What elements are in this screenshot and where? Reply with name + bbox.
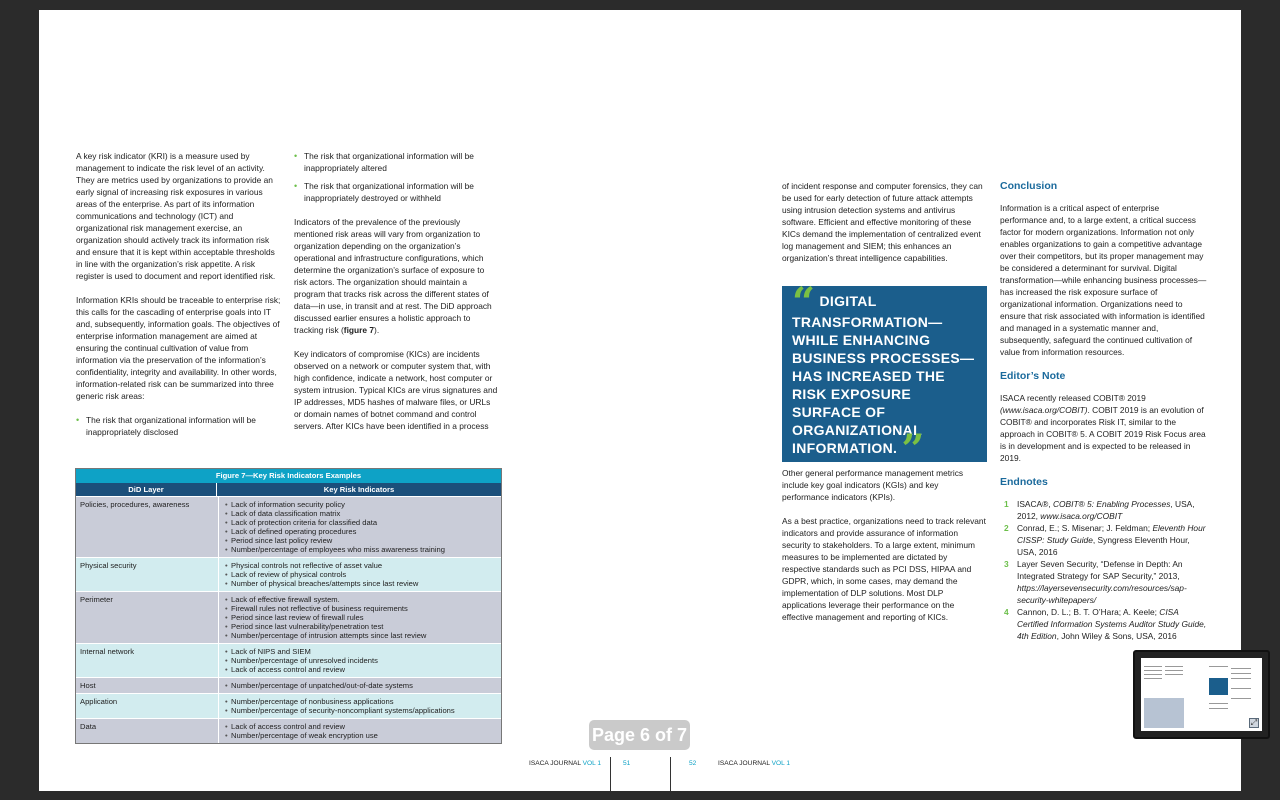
list-item: • The risk that organizational information will be inappropriately destroyed or withheld: [294, 180, 499, 204]
page-indicator: Page 6 of 7: [589, 720, 690, 750]
risk-indicator-item: • Lack of review of physical controls: [225, 570, 497, 579]
risk-indicator-item: • Firewall rules not reflective of business requirements: [225, 604, 497, 613]
thumbnail-text-line: [1144, 670, 1162, 671]
endnote-text: Eleventh Hour CISSP: Study Guide: [1017, 523, 1206, 545]
endnotes-list: [1000, 498, 1208, 642]
table-row: [76, 496, 501, 557]
paragraph: Information is a critical aspect of enterprise performance and, to a large extent, a critical success factor for modern organizations. Information not only enables organizations to gain a competitive advantage over their competitors, but its proper management may be considered a determinant for survival. Digital transformation—while enhancing business processes—has increased the risk exposure surface of organizational information. Organizations need to ensure that risk associated with information is identified and managed in a systematic manner and, subsequently, safeguard the continued cultivation of value from information resources.: [1000, 203, 1207, 357]
pull-quote-body: DIGITAL TRANSFORMATION—WHILE ENHANCING BUSINESS PROCESSES—HAS INCREASED THE RISK EXPOSURE SURFACE OF ORGANIZATIONAL INFORMATION.: [792, 293, 975, 456]
table-row: [76, 693, 501, 718]
paragraph: [1000, 392, 1208, 464]
footer-right: [718, 760, 790, 767]
paragraph: of incident response and computer forensics, they can be used for early detection of future attack attempts using intrusion detection systems and antivirus software. Efficient and effective monitoring of these KICs demand the implementation of centralized event log management and SIEM; this enhances an organization’s threat intelligence capabilities.: [782, 181, 983, 263]
endnotes-heading: Endnotes: [1000, 476, 1048, 488]
list-item: • The risk that organizational information will be inappropriately disclosed: [76, 414, 281, 438]
table-body: [76, 496, 501, 743]
paragraph-text: Indicators of the prevalence of the previously mentioned risk areas will vary from organization to organization depending on the organization’s operational and infrastructure configurations, which determine the organization’s surface of exposure to risk actors. The organization should maintain a program that tracks risk across the different states of data—in use, in transit and at rest. The DiD approach discussed earlier ensures a holistic approach to tracking risk (: [294, 217, 492, 335]
table-header: [76, 483, 501, 496]
figure-title: Figure 7—Key Risk Indicators Examples: [76, 469, 501, 483]
list-item: • The risk that organizational information will be inappropriately altered: [294, 150, 499, 174]
table-row: [76, 643, 501, 677]
risk-indicator-item: • Number/percentage of security-noncompliant systems/applications: [225, 706, 497, 715]
risk-indicator-item: • Lack of access control and review: [225, 665, 497, 674]
key-risk-indicators-cell: [219, 694, 501, 718]
page-number-right: 52: [689, 760, 697, 767]
editors-note-heading: Editor’s Note: [1000, 370, 1066, 382]
thumbnail-text-line: [1144, 678, 1162, 679]
bullet-list: [294, 150, 499, 204]
table-row: [76, 591, 501, 643]
did-layer-cell: Policies, procedures, awareness: [76, 497, 219, 557]
endnote-text: ISACA®,: [1017, 499, 1053, 509]
endnote-text: , Syngress Eleventh Hour, USA, 2016: [1017, 535, 1190, 557]
paragraph: A key risk indicator (KRI) is a measure used by management to indicate the risk level of an activity. They are metrics used by organizations to provide an early signal of increasing risk exposures in various areas of the enterprise. As part of its information communications and technology (ICT) and organizational risk management exercise, an organization should actively track its information risk and ensure that it is kept within acceptable thresholds in line with the organization’s risk appetite. A risk register is used to document and report identified risk.: [76, 151, 276, 281]
risk-indicator-item: • Physical controls not reflective of asset value: [225, 561, 497, 570]
did-layer-cell: Application: [76, 694, 219, 718]
key-risk-indicators-cell: [219, 719, 501, 743]
key-risk-indicators-cell: [219, 497, 501, 557]
paragraph: As a best practice, organizations need to track relevant indicators and provide assurance of information security to stakeholders. To a large extent, minimum measures to be implemented are dictated by respective standards such as PCI DSS, HIPAA and GDPR, which, in some cases, may demand the implementation of DLP solutions. Most DLP applications leverage their performance on the effective management and reporting of KICs.: [782, 516, 986, 622]
thumbnail-text-line: [1209, 708, 1228, 709]
left-column-1: [76, 150, 281, 450]
risk-indicator-item: • Lack of defined operating procedures: [225, 527, 497, 536]
thumbnail-text-line: [1209, 703, 1228, 704]
document-spread: [39, 10, 1241, 791]
did-layer-cell: Data: [76, 719, 219, 743]
thumbnail-text-line: [1231, 668, 1251, 669]
thumbnail-text-line: [1165, 666, 1183, 667]
footer-volume: VOL 1: [771, 760, 791, 767]
paragraph: [294, 216, 499, 336]
risk-indicator-item: • Lack of effective firewall system.: [225, 595, 497, 604]
endnote-text: https://layersevensecurity.com/resources/sap-security-whitepapers/: [1017, 583, 1187, 605]
header-did-layer: DiD Layer: [76, 483, 217, 496]
risk-indicator-item: • Period since last policy review: [225, 536, 497, 545]
endnote-text: COBIT® 5: Enabling Processes: [1052, 499, 1171, 509]
table-row: [76, 718, 501, 743]
endnote-number: 1: [1004, 499, 1009, 509]
footer-brand: ISACA JOURNAL: [718, 760, 770, 767]
risk-indicator-item: • Lack of information security policy: [225, 500, 497, 509]
thumbnail-quote: [1209, 678, 1228, 695]
key-risk-indicators-cell: [219, 558, 501, 591]
close-quote-icon: ”: [901, 426, 925, 473]
conclusion-heading: Conclusion: [1000, 180, 1058, 192]
risk-indicator-item: • Number/percentage of intrusion attempts since last review: [225, 631, 497, 640]
figure-7-table: [75, 468, 502, 744]
risk-indicator-item: • Number/percentage of unresolved incidents: [225, 656, 497, 665]
thumbnail-text-line: [1165, 674, 1183, 675]
endnote-text: www.isaca.org/COBIT: [1040, 511, 1123, 521]
did-layer-cell: Host: [76, 678, 219, 693]
endnote-item: [1000, 522, 1208, 558]
table-row: [76, 677, 501, 693]
right-column-1: [782, 180, 987, 276]
risk-indicator-item: • Number/percentage of unpatched/out-of-date systems: [225, 681, 497, 690]
paragraph-text: ).: [374, 325, 380, 335]
paragraph: Key indicators of compromise (KICs) are incidents observed on a network or computer system that, with high confidence, indicate a network, host computer or system intrusion. Typical KICs are virus signatures and IP addresses, MD5 hashes of malware files, or URLs or domain names of botnet command and control servers. After KICs have been identified in a process: [294, 349, 498, 431]
paragraph: Other general performance management metrics include key goal indicators (KGIs) and key performance indicators (KPIs).: [782, 468, 964, 502]
endnote-number: 3: [1004, 559, 1009, 569]
endnote-number: 2: [1004, 523, 1009, 533]
right-column-1-lower: [782, 467, 987, 635]
endnote-text: Conrad, E.; S. Misenar; J. Feldman;: [1017, 523, 1153, 533]
footer-volume: VOL 1: [582, 760, 602, 767]
did-layer-cell: Perimeter: [76, 592, 219, 643]
page-number-left: 51: [623, 760, 631, 767]
endnote-text: Layer Seven Security, “Defense in Depth: An Integrated Strategy for SAP Security,” 2013,: [1017, 559, 1183, 581]
key-risk-indicators-cell: [219, 678, 501, 693]
thumbnail-text-line: [1144, 666, 1162, 667]
bullet-list: [76, 414, 281, 438]
thumbnail-text-line: [1144, 674, 1162, 675]
thumbnail-text-line: [1231, 678, 1251, 679]
thumbnail-text-line: [1231, 698, 1251, 699]
key-risk-indicators-cell: [219, 644, 501, 677]
did-layer-cell: Internal network: [76, 644, 219, 677]
endnote-item: [1000, 606, 1208, 642]
risk-indicator-item: • Number/percentage of employees who miss awareness training: [225, 545, 497, 554]
paragraph-text: . COBIT 2019 is an evolution of COBIT® and incorporates Risk IT, similar to the approach in COBIT® 5. A COBIT 2019 Risk Focus area is in development and is expected to be released in 2019.: [1000, 405, 1206, 463]
paragraph-text: ISACA recently released COBIT® 2019: [1000, 393, 1146, 403]
thumbnail-text-line: [1231, 673, 1251, 674]
link-text: (www.isaca.org/COBIT): [1000, 405, 1088, 415]
open-quote-icon: “: [792, 279, 816, 326]
risk-indicator-item: • Lack of access control and review: [225, 722, 497, 731]
did-layer-cell: Physical security: [76, 558, 219, 591]
thumbnail-text-line: [1231, 688, 1251, 689]
endnote-item: [1000, 558, 1208, 606]
risk-indicator-item: • Lack of data classification matrix: [225, 509, 497, 518]
right-column-2: [1000, 180, 1208, 642]
risk-indicator-item: • Number of physical breaches/attempts since last review: [225, 579, 497, 588]
table-row: [76, 557, 501, 591]
thumbnail-text-line: [1165, 670, 1183, 671]
footer-brand: ISACA JOURNAL: [529, 760, 581, 767]
left-page: [39, 10, 631, 791]
risk-indicator-item: • Lack of NIPS and SIEM: [225, 647, 497, 656]
risk-indicator-item: • Period since last review of firewall rules: [225, 613, 497, 622]
risk-indicator-item: • Lack of protection criteria for classified data: [225, 518, 497, 527]
key-risk-indicators-cell: [219, 592, 501, 643]
endnote-text: Cannon, D. L.; B. T. O’Hara; A. Keele;: [1017, 607, 1160, 617]
endnote-number: 4: [1004, 607, 1009, 617]
risk-indicator-item: • Number/percentage of weak encryption use: [225, 731, 497, 740]
expand-icon[interactable]: ⤢: [1250, 718, 1258, 727]
header-key-risk-indicators: Key Risk Indicators: [323, 485, 395, 494]
risk-indicator-item: • Number/percentage of nonbusiness applications: [225, 697, 497, 706]
endnote-item: [1000, 498, 1208, 522]
thumbnail-text-line: [1209, 666, 1228, 667]
endnote-text: , John Wiley & Sons, USA, 2016: [1056, 631, 1177, 641]
pull-quote-text: [792, 279, 977, 473]
thumbnail-table: [1144, 698, 1184, 728]
risk-indicator-item: • Period since last vulnerability/penetration test: [225, 622, 497, 631]
endnote-text: , USA, 2012,: [1017, 499, 1195, 521]
pull-quote: [782, 279, 987, 473]
thumbnail-preview: [1141, 658, 1262, 731]
footer-left: [529, 760, 601, 767]
endnote-text: CISA Certified Information Systems Auditor Study Guide, 4th Edition: [1017, 607, 1207, 641]
figure-reference: figure 7: [343, 325, 375, 335]
paragraph: Information KRIs should be traceable to enterprise risk; this calls for the cascading of enterprise goals into IT and, subsequently, information goals. The objectives of enterprise information management are aimed at ensuring the continual cultivation of value from information via the preservation of the information’s confidentiality, integrity and availability. In other words, information-related risk can be summarized into three generic risk areas:: [76, 295, 281, 401]
page-thumbnail-navigator[interactable]: [1133, 650, 1270, 739]
left-column-2: [294, 150, 499, 444]
